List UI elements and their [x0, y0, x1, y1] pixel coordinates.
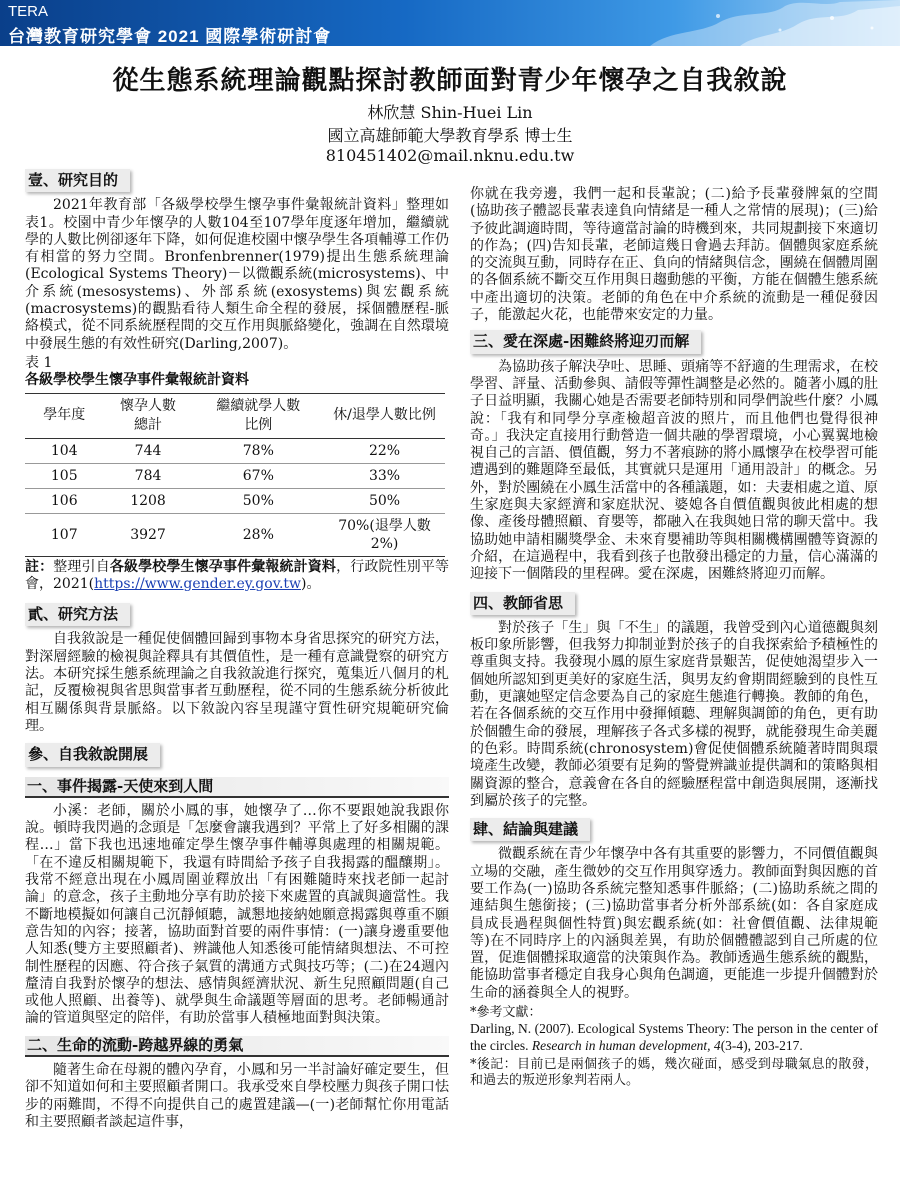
conference-banner: [0, 0, 900, 46]
header-cell: 懷孕人數 總計: [103, 393, 192, 438]
paragraph: 自我敘說是一種促使個體回歸到事物本身省思探究的研究方法，對深層經驗的檢視與詮釋具有其價值性，是一種有意識覺察的研究方法。本研究採生態系統理論之自我敘說進行探究，蒐集近八個月的札記，反覆檢視與省思與當事者互動歷程，從不同的生態系統分析彼此相互關係與背景脈絡。以下敘說內容呈現謹守質性研究規範研究倫理。: [25, 631, 449, 734]
paragraph: 2021年教育部「各級學校學生懷孕事件彙報統計資料」整理如表1。校園中青少年懷孕的人數104至107學年度逐年增加，繼續就學的人數比例卻逐年下降，如何促進校園中懷孕學生各項輔導工作仍有相當的努力空間。Bronfenbrenner(1979)提出生態系統理論(Ecological Systems Theory)－以微觀系統(microsystems)、中介系統(mesosystems)、外部系統(exosystems)與宏觀系統(macrosystems)的觀點看待人類生命全程的發展，採個體歷程-脈絡模式，從不同系統歷程間的交互作用與脈絡變化，強調在自然環境中發展生態的有效性研究(Darling,2007)。: [25, 197, 449, 352]
paper-title: 從生態系統理論觀點探討教師面對青少年懷孕之自我敘說: [112, 66, 788, 96]
subsection-heading: 一、事件揭露-天使來到人間: [25, 777, 449, 798]
table-cell: 33%: [324, 463, 445, 488]
table-cell: 744: [103, 438, 192, 463]
table-row: [25, 463, 445, 488]
section-heading: 四、教師省思: [470, 592, 575, 615]
section-heading: 肆、結論與建議: [470, 818, 590, 841]
note-text: ，行政院性別平等會，2021(: [25, 558, 450, 592]
table-cell: 784: [103, 463, 192, 488]
left-column: [25, 165, 449, 1131]
table-cell: 67%: [193, 463, 325, 488]
reference-text: (3-4), 203-217.: [720, 1037, 803, 1053]
references-label: *參考文獻：: [470, 1005, 542, 1021]
reference-entry: [470, 1021, 878, 1054]
author-name: 林欣慧 Shin-Huei Lin: [367, 103, 533, 122]
note-source-title: 各級學校學生懷孕事件彙報統計資料: [109, 558, 337, 575]
header-cell: 休/退學人數比例: [324, 393, 445, 438]
paragraph: 小溪：老師，關於小鳳的事，她懷孕了…你不要跟她說我跟你說。頓時我閃過的念頭是「怎麼會讓我遇到？平常上了好多相關的課程…」當下我也迅速地確定學生懷孕事件輔導與處理的相關規範。「在不違反相關規範下，我還有時間給予孩子自我揭露的醞釀期」。我常不經意出現在小鳳周圍並釋放出「有困難隨時來找老師一起討論」的意念，孩子主動地分享有助於接下來處置的真誠與適當性。我不斷地模擬如何讓自己沉靜傾聽，誠懇地接納她願意揭露與尊重不願意告知的內容；接著，協助面對首要的兩件事情：(一)讓身邊重要他人知悉(雙方主要照顧者)、辨識他人知悉後可能情緒與想法、不可控制性歷程的因應、符合孩子氣質的溝通方式與技巧等；(二)在24週內釐清自我對於懷孕的想法、感情與經濟狀況、新生兒照顧問題(自己或他人照顧、出養等)、就學與生命議題等層面的思考。老師暢通討論的管道與堅定的陪伴，有助於當事人積極地面對與決策。: [25, 802, 449, 1027]
postscript: *後記：目前已是兩個孩子的媽，幾次碰面，感受到母職氣息的散發，和過去的叛逆形象判若兩人。: [470, 1057, 878, 1089]
table-row: [25, 513, 445, 556]
paragraph: 對於孩子「生」與「不生」的議題，我曾受到內心道德觀與刻板印象所影響，但我努力抑制並對於孩子的自我探索給予積極性的尊重與支持。我發現小鳳的原生家庭背景艱苦，促使她渴望步入一個她所認知到更美好的家庭生活，與男友約會期間經驗到的良性互動，更讓她堅定信念要為自己的家庭生態進行轉換。教師的角色，若在各個系統的交互作用中發揮傾聽、理解與調節的角色，更有助於個體生命的發展，理解孩子各式多樣的視野，就能發現生命美麗的色彩。時間系統(chronosystem)會促使個體系統隨著時間與環境產生改變，教師必須要有足夠的警覺辨識並提供調和的策略與相關資源的整合，意義會在各自的經驗歷程當中創造與展開，逐漸找到屬於孩子的完整。: [470, 619, 878, 809]
table-cell: 28%: [193, 513, 325, 556]
source-link[interactable]: https://www.gender.ey.gov.tw: [94, 575, 301, 592]
section-heading: 壹、研究目的: [25, 169, 130, 192]
table-cell: 22%: [324, 438, 445, 463]
header-cell: 學年度: [25, 393, 103, 438]
paragraph: 微觀系統在青少年懷孕中各有其重要的影響力，不同價值觀與立場的交融，產生微妙的交互作用與穿透力。教師面對與因應的首要工作為(一)協助各系統完整知悉事件脈絡；(二)協助系統之間的連結與生態銜接；(三)協助當事者分析外部系統(如：各自家庭成員成長過程與個性特質)與宏觀系統(如：社會價值觀、法律規範等)在不同時序上的內涵與差異，有助於個體體認到自己所處的位置，促進個體採取適當的決策與作為。教師透過生態系統的觀點，能協助當事者穩定自我身心與角色調適，更能進一步提升個體對於生命的涵養與全人的視野。: [470, 846, 878, 1001]
subsection-heading: 二、生命的流動-跨越界線的勇氣: [25, 1036, 449, 1057]
paragraph: 隨著生命在母親的體內孕育，小鳳和另一半討論好確定要生，但卻不知道如何和主要照顧者開口。我承受來自學校壓力與孩子開口怯步的兩難間，不得不向提供自己的處置建議—(一)老師幫忙你用電話和主要照顧者談起這件事，: [25, 1061, 449, 1130]
header-cell: 繼續就學人數 比例: [193, 393, 325, 438]
table-caption: 各級學校學生懷孕事件彙報統計資料: [25, 372, 249, 389]
table-cell: 106: [25, 488, 103, 513]
section-heading: 參、自我敘說開展: [25, 743, 160, 766]
table-row: [25, 488, 445, 513]
table-cell: 70%(退學人數2%): [324, 513, 445, 556]
table-label: 表 1: [25, 354, 53, 371]
paragraph: 為協助孩子解決孕吐、思睡、頭痛等不舒適的生理需求，在校學習、評量、活動參與、請假等彈性調整是必然的。隨著小鳳的肚子日益明顯，我關心她是否需要老師特別和同學們說些什麼？小鳳說：「我有和同學分享產檢超音波的照片，而且他們也覺得很神奇。」我決定直接用行動營造一個共融的學習環境，小心翼翼地檢視自己的言語、價值觀，努力不著痕跡的將小鳳懷孕在校學習可能遭遇到的難題降至最低，其實就只是運用「通用設計」的概念。另外，對於團繞在小鳳生活當中的各種議題，如：夫妻相處之道、原生家庭與夫家經濟和家庭狀況、婆媳各自價值觀與彼此相處的想像、產後母體照顧、育嬰等，都融入在我與她日常的聊天當中。我協助她申請相關獎學金、未來育嬰補助等與相關機構團體等資源的介紹，在這過程中，我看到孩子也散發出穩定的力量，信心滿滿的迎接下一個階段的里程碑。愛在深處，困難終將迎刃而解。: [470, 358, 878, 583]
section-heading: 貳、研究方法: [25, 603, 130, 626]
journal-name: Research in human development, 4: [531, 1037, 721, 1053]
statistics-table: [25, 393, 445, 557]
table-cell: 50%: [193, 488, 325, 513]
paragraph: 你就在我旁邊，我們一起和長輩說；(二)給予長輩發牌氣的空間(協助孩子體認長輩表達負向情緒是一種人之常情的展現)；(三)給予彼此調適時間，等待適當討論的時機到來，共同規劃接下來適切的作為；(四)告知長輩，老師這幾日會過去拜訪。個體與家庭系統的交流與互動，同時存在正、負向的情緒與信念，團繞在個體周圍的各個系統不斷交互作用與日趨動態的平衡，方能在個體生態系統中產出適切的決策。老師的角色在中介系統的流動是一種促發因子，能激起火花，也能帶來安定的力量。: [470, 186, 878, 324]
note-text: 整理引自: [53, 558, 110, 575]
author-affiliation: 國立高雄師範大學教育學系 博士生: [327, 126, 573, 145]
table-cell: 78%: [193, 438, 325, 463]
taiwan-map-graphic: [480, 0, 900, 46]
table-cell: 1208: [103, 488, 192, 513]
org-name: TERA: [8, 3, 49, 20]
conference-name: 台灣教育研究學會 2021 國際學術研討會: [8, 27, 332, 46]
table-cell: 107: [25, 513, 103, 556]
table-note: [25, 559, 449, 594]
table-row: [25, 438, 445, 463]
table-cell: 104: [25, 438, 103, 463]
table-cell: 105: [25, 463, 103, 488]
note-text: )。: [301, 575, 321, 592]
table-header-row: [25, 393, 445, 438]
table-cell: 50%: [324, 488, 445, 513]
table-cell: 3927: [103, 513, 192, 556]
author-email: 810451402@mail.nknu.edu.tw: [325, 146, 575, 165]
section-heading: 三、愛在深處-困難終將迎刃而解: [470, 330, 701, 353]
right-column: [470, 186, 878, 1089]
note-prefix: 註：: [25, 558, 54, 575]
reference-text: Darling, N. (2007). Ecological Systems Theory: The person in the center of the circles.: [470, 1021, 878, 1053]
